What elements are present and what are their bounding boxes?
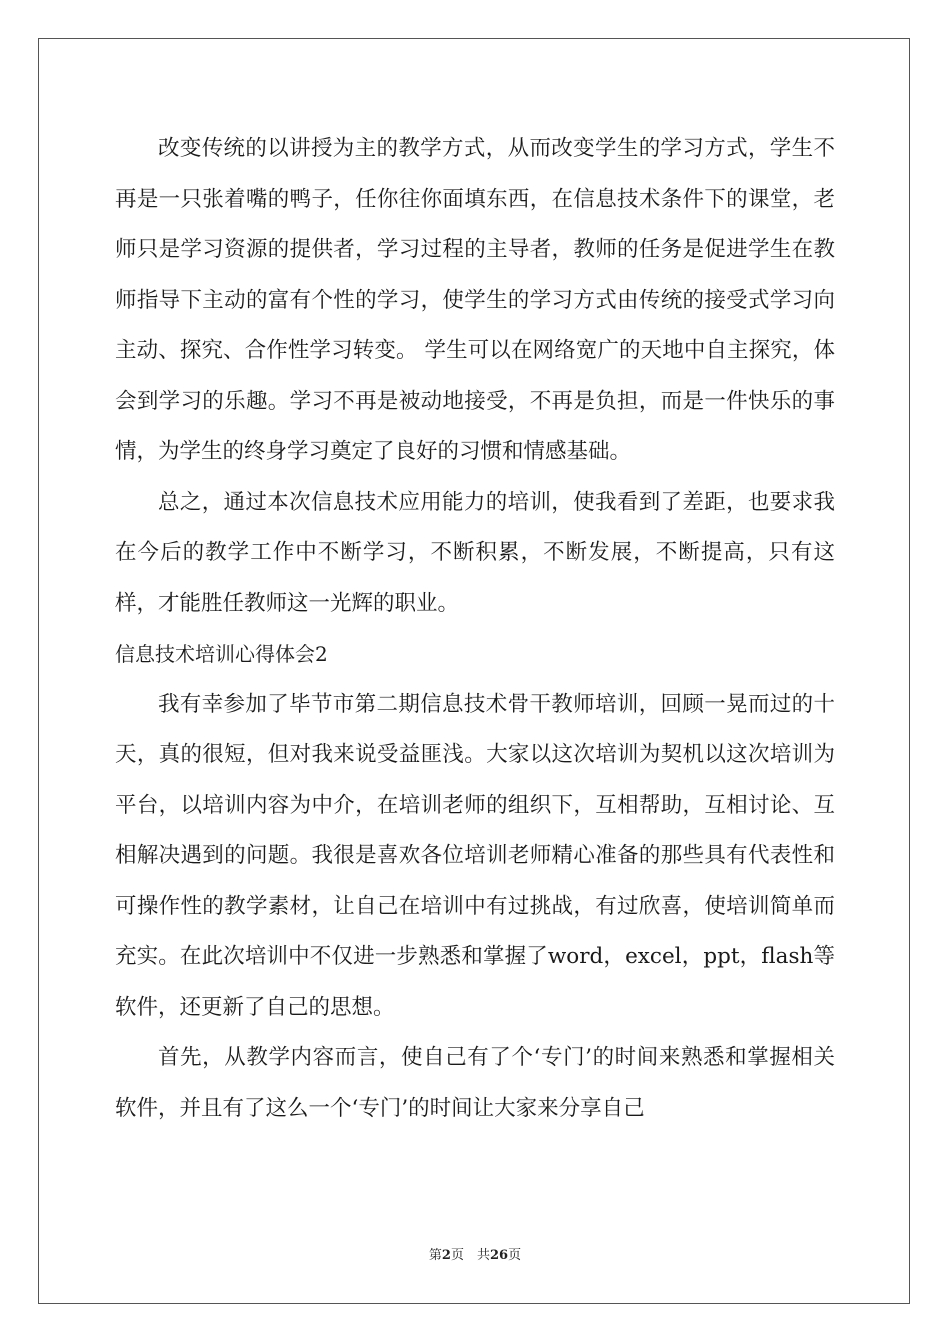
page-footer xyxy=(0,1244,950,1263)
footer-mid: 页 共 xyxy=(450,1248,490,1263)
total-page-number: 26 xyxy=(489,1248,509,1263)
paragraph-4: 首先，从教学内容而言，使自己有了个‘专门’的时间来熟悉和掌握相关软件，并且有了这么一个‘专门’的时间让大家来分享自己 xyxy=(115,1045,835,1121)
document-body xyxy=(115,124,835,1134)
section-heading: 信息技术培训心得体会2 xyxy=(115,642,328,666)
footer-prefix: 第 xyxy=(428,1248,442,1263)
paragraph-2: 总之，通过本次信息技术应用能力的培训，使我看到了差距，也要求我在今后的教学工作中不断学习，不断积累，不断发展，不断提高，只有这样，才能胜任教师这一光辉的职业。 xyxy=(115,489,835,616)
footer-suffix: 页 xyxy=(508,1248,522,1263)
paragraph-1: 改变传统的以讲授为主的教学方式，从而改变学生的学习方式，学生不再是一只张着嘴的鸭子，任你往你面填东西，在信息技术条件下的课堂，老师只是学习资源的提供者，学习过程的主导者，教师的任务是促进学生在教师指导下主动的富有个性的学习，使学生的学习方式由传统的接受式学习向主动、探究、合作性学习转变。 学生可以在网络宽广的天地中自主探究，体会到学习的乐趣。学习不再是被动地接受，不再是负担，而是一件快乐的事情，为学生的终身学习奠定了良好的习惯和情感基础。 xyxy=(115,136,835,464)
current-page-number: 2 xyxy=(441,1248,451,1263)
paragraph-3: 我有幸参加了毕节市第二期信息技术骨干教师培训，回顾一晃而过的十天，真的很短，但对我来说受益匪浅。大家以这次培训为契机以这次培训为平台，以培训内容为中介，在培训老师的组织下，互相帮助，互相讨论、互相解决遇到的问题。我很是喜欢各位培训老师精心准备的那些具有代表性和可操作性的教学素材，让自己在培训中有过挑战，有过欣喜，使培训简单而充实。在此次培训中不仅进一步熟悉和掌握了word，excel，ppt，flash等软件，还更新了自己的思想。 xyxy=(115,691,835,1020)
